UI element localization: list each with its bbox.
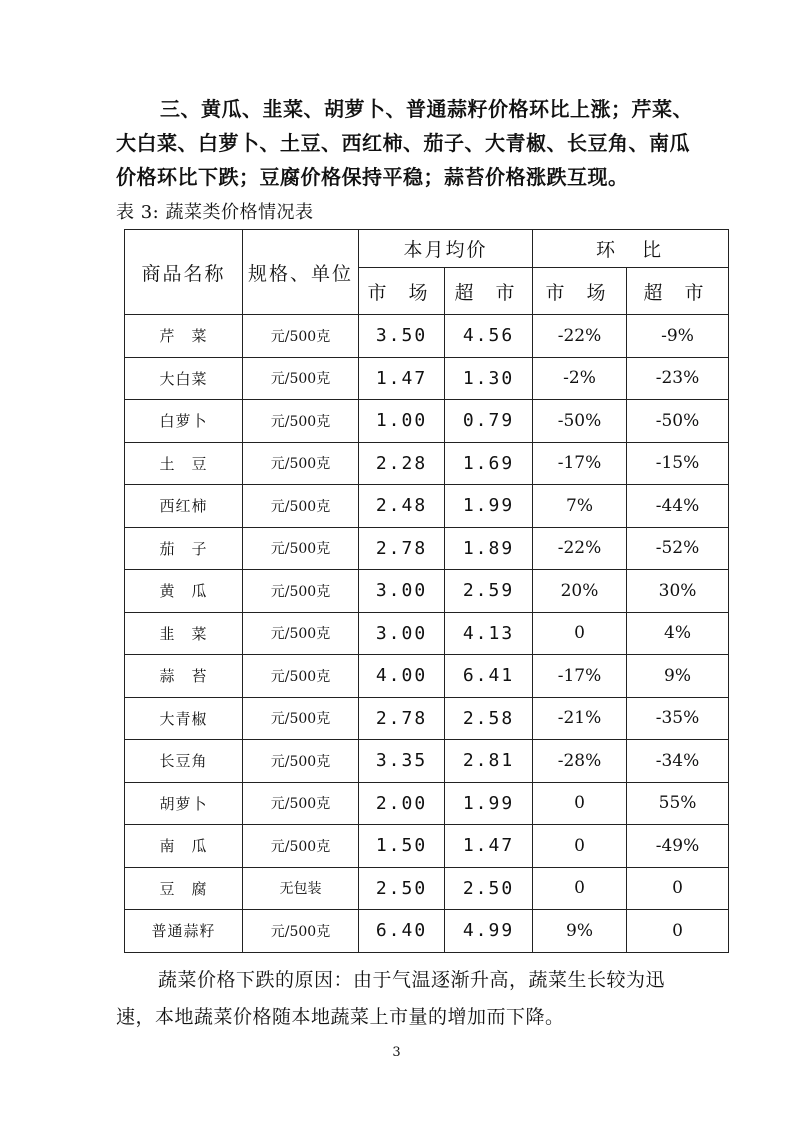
cell-unit: 元/500克 [243,442,359,485]
header-unit: 规格、单位 [243,230,359,315]
cell-avg-market: 2.78 [359,697,445,740]
cell-unit: 元/500克 [243,697,359,740]
cell-mom-market: -21% [533,697,627,740]
table-row [125,655,729,698]
cell-name: 芹 菜 [125,315,243,358]
cell-unit: 元/500克 [243,612,359,655]
cell-name: 黄 瓜 [125,570,243,613]
cell-mom-market: -50% [533,400,627,443]
cell-name: 土 豆 [125,442,243,485]
cell-mom-market: -22% [533,315,627,358]
cell-mom-market: -17% [533,442,627,485]
cell-mom-market: 9% [533,910,627,953]
table-row [125,485,729,528]
cell-mom-market: -22% [533,527,627,570]
table-row [125,697,729,740]
table-row [125,570,729,613]
table-row [125,612,729,655]
cell-avg-supermarket: 1.99 [445,485,533,528]
cell-name: 蒜 苔 [125,655,243,698]
cell-name: 西红柿 [125,485,243,528]
cell-mom-market: 0 [533,867,627,910]
cell-mom-market: -28% [533,740,627,783]
header-mom: 环 比 [533,230,729,268]
cell-avg-supermarket: 1.47 [445,825,533,868]
cell-name: 茄 子 [125,527,243,570]
cell-avg-market: 2.48 [359,485,445,528]
closing-paragraph [116,962,696,1036]
cell-mom-supermarket: -23% [627,357,729,400]
table-row [125,442,729,485]
cell-name: 大白菜 [125,357,243,400]
cell-avg-market: 6.40 [359,910,445,953]
cell-mom-market: 0 [533,612,627,655]
cell-unit: 元/500克 [243,655,359,698]
cell-name: 南 瓜 [125,825,243,868]
cell-avg-market: 4.00 [359,655,445,698]
cell-avg-market: 3.35 [359,740,445,783]
cell-unit: 元/500克 [243,527,359,570]
header-product-name: 商品名称 [125,230,243,315]
page-number: 3 [392,1045,401,1060]
cell-unit: 元/500克 [243,485,359,528]
cell-avg-supermarket: 6.41 [445,655,533,698]
table-row [125,740,729,783]
table-row [125,782,729,825]
cell-avg-supermarket: 0.79 [445,400,533,443]
table-row [125,825,729,868]
cell-mom-supermarket: 0 [627,910,729,953]
cell-mom-supermarket: -52% [627,527,729,570]
header-avg-price: 本月均价 [359,230,533,268]
table-row [125,527,729,570]
cell-avg-supermarket: 2.58 [445,697,533,740]
cell-unit: 元/500克 [243,400,359,443]
cell-avg-market: 2.00 [359,782,445,825]
cell-unit: 元/500克 [243,570,359,613]
cell-avg-market: 1.47 [359,357,445,400]
cell-name: 普通蒜籽 [125,910,243,953]
cell-mom-supermarket: -44% [627,485,729,528]
table-row [125,400,729,443]
cell-avg-supermarket: 2.81 [445,740,533,783]
cell-avg-supermarket: 4.56 [445,315,533,358]
cell-avg-supermarket: 4.13 [445,612,533,655]
cell-avg-market: 1.50 [359,825,445,868]
table-row [125,910,729,953]
cell-name: 白萝卜 [125,400,243,443]
cell-avg-supermarket: 2.50 [445,867,533,910]
cell-name: 韭 菜 [125,612,243,655]
header-avg-market: 市 场 [359,268,445,315]
cell-mom-supermarket: 30% [627,570,729,613]
header-mom-market: 市 场 [533,268,627,315]
cell-avg-market: 2.50 [359,867,445,910]
cell-mom-supermarket: 4% [627,612,729,655]
cell-avg-supermarket: 2.59 [445,570,533,613]
closing-text: 蔬菜价格下跌的原因：由于气温逐渐升高，蔬菜生长较为迅速，本地蔬菜价格随本地蔬菜上市量的增加而下降。 [116,969,666,1028]
cell-unit: 元/500克 [243,782,359,825]
table-row [125,315,729,358]
header-mom-supermarket: 超 市 [627,268,729,315]
vegetable-price-table [124,229,729,953]
table-row [125,357,729,400]
cell-name: 胡萝卜 [125,782,243,825]
cell-unit: 元/500克 [243,910,359,953]
cell-mom-market: -2% [533,357,627,400]
intro-paragraph [116,92,696,194]
cell-mom-supermarket: -35% [627,697,729,740]
cell-mom-market: 7% [533,485,627,528]
cell-mom-supermarket: -49% [627,825,729,868]
cell-unit: 无包装 [243,867,359,910]
cell-mom-market: 20% [533,570,627,613]
cell-mom-supermarket: -50% [627,400,729,443]
cell-mom-supermarket: 55% [627,782,729,825]
cell-unit: 元/500克 [243,315,359,358]
cell-mom-supermarket: 9% [627,655,729,698]
cell-mom-supermarket: 0 [627,867,729,910]
cell-mom-supermarket: -9% [627,315,729,358]
cell-name: 大青椒 [125,697,243,740]
intro-text: 三、黄瓜、韭菜、胡萝卜、普通蒜籽价格环比上涨；芹菜、大白菜、白萝卜、土豆、西红柿、茄子、大青椒、长豆角、南瓜价格环比下跌；豆腐价格保持平稳；蒜苔价格涨跌互现。 [116,97,693,189]
table-caption: 表 3: 蔬菜类价格情况表 [116,202,314,223]
cell-mom-supermarket: -15% [627,442,729,485]
cell-avg-market: 2.28 [359,442,445,485]
header-avg-supermarket: 超 市 [445,268,533,315]
cell-name: 长豆角 [125,740,243,783]
cell-avg-supermarket: 1.69 [445,442,533,485]
cell-avg-supermarket: 1.99 [445,782,533,825]
cell-mom-market: 0 [533,782,627,825]
cell-avg-market: 3.00 [359,612,445,655]
cell-avg-market: 2.78 [359,527,445,570]
cell-unit: 元/500克 [243,740,359,783]
cell-mom-market: -17% [533,655,627,698]
cell-avg-market: 1.00 [359,400,445,443]
cell-unit: 元/500克 [243,825,359,868]
cell-avg-market: 3.00 [359,570,445,613]
table-row [125,867,729,910]
cell-avg-market: 3.50 [359,315,445,358]
cell-mom-supermarket: -34% [627,740,729,783]
cell-avg-supermarket: 1.89 [445,527,533,570]
cell-name: 豆 腐 [125,867,243,910]
cell-avg-supermarket: 1.30 [445,357,533,400]
cell-mom-market: 0 [533,825,627,868]
cell-unit: 元/500克 [243,357,359,400]
cell-avg-supermarket: 4.99 [445,910,533,953]
